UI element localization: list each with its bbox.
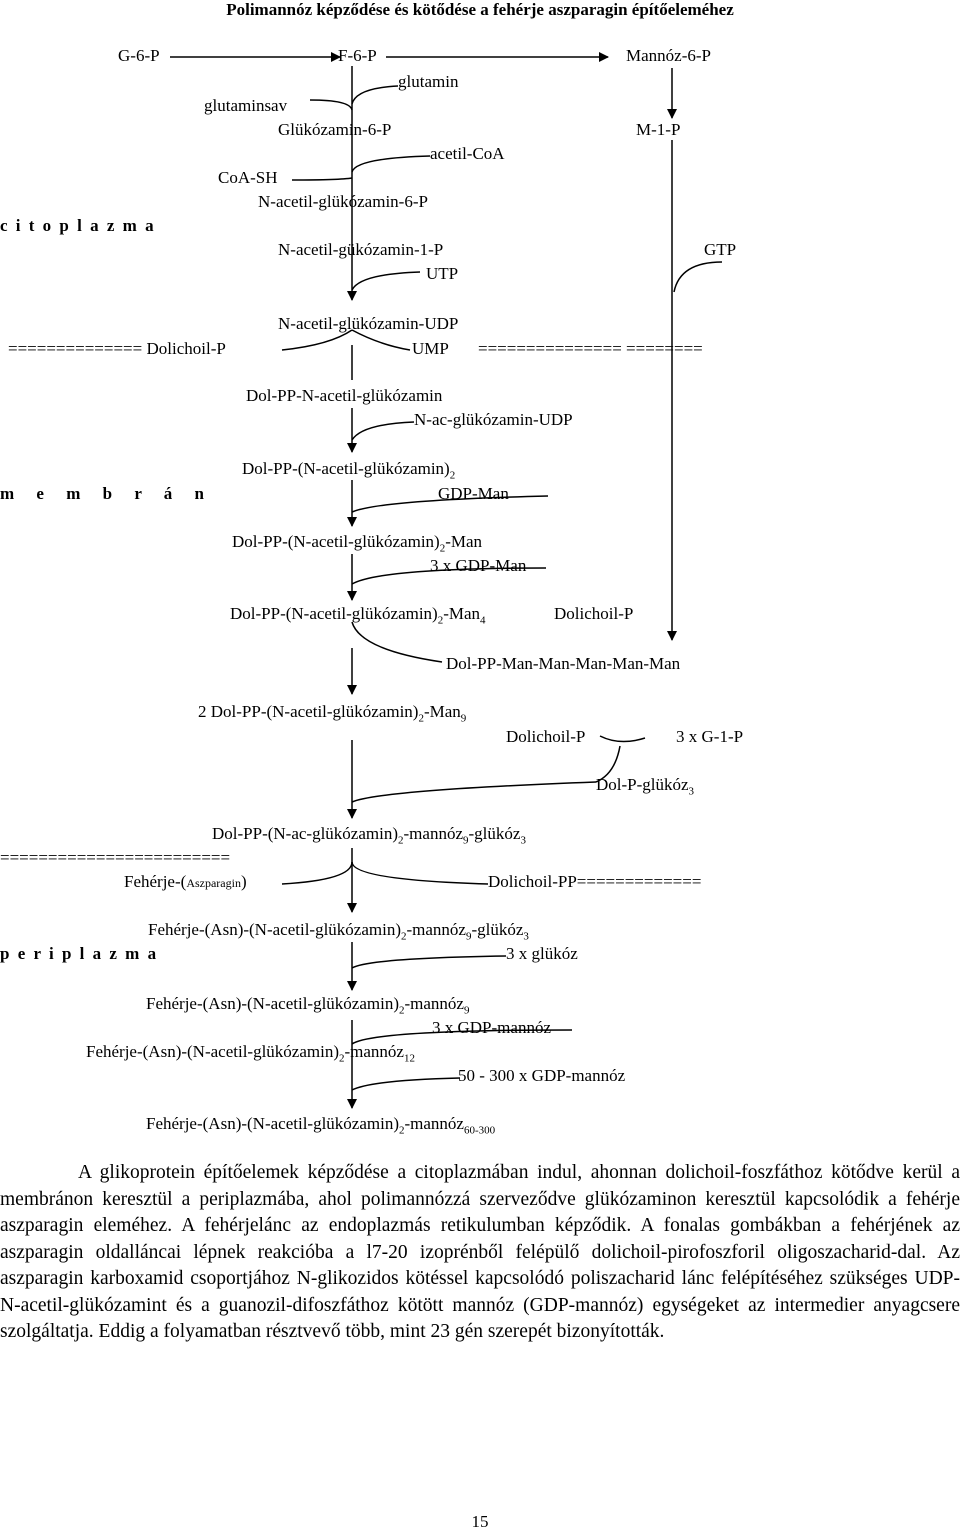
dolppnac2man9-label: 2 Dol-$PP-(N-acetil-glükózamin)_2-Man_9$ bbox=[198, 702, 467, 725]
curve-acetilcoa bbox=[352, 156, 430, 172]
curve-glutamin bbox=[352, 86, 398, 104]
m1p-label: M-1-P bbox=[636, 120, 681, 139]
coash-label: CoA-SH bbox=[218, 168, 278, 187]
fifty-gdpmannoz-label: 50 - 300 x GDP-mannóz bbox=[458, 1066, 626, 1085]
page-number: 15 bbox=[471, 1512, 489, 1531]
curve-dolpp-man5 bbox=[352, 622, 442, 662]
dolppnacman9glc3-label: Dol-$PP-(N-ac-glükózamin)_2-mannóz_9-glükóz_3$ bbox=[212, 824, 526, 847]
dolpglc3-label: Dol-P-glükóz$_3$ bbox=[596, 775, 695, 798]
dolppnac-label: Dol-PP-N-acetil-glükózamin bbox=[246, 386, 443, 405]
curve-coash bbox=[292, 178, 352, 180]
curve-nacudp bbox=[352, 422, 414, 440]
curve-glutaminsav bbox=[310, 100, 352, 110]
nacudp-label: N-ac-glükózamin-UDP bbox=[414, 410, 573, 429]
curve-glukoz bbox=[352, 956, 506, 968]
ump-label: UMP bbox=[412, 339, 449, 358]
feherje-label: Fehérje-(Aszparagin) bbox=[124, 872, 247, 891]
feh-asn-man12-label: Fehérje-$(Asn)-(N-acetil-glükózamin)_2-mannóz_{12}$ bbox=[86, 1042, 415, 1065]
curve-gtp bbox=[674, 262, 722, 292]
membrane-line-left: ============== Dolichoil-P bbox=[8, 339, 226, 358]
gdpman-label: GDP-Man bbox=[438, 484, 509, 503]
nacglc6p-label: N-acetil-glükózamin-6-P bbox=[258, 192, 428, 211]
dolichoilpp-label: Dolichoil-PP============= bbox=[488, 872, 702, 891]
membrane-line-right: =============== ======== bbox=[478, 339, 703, 358]
glukozamin6p-label: Glükózamin-6-P bbox=[278, 120, 392, 139]
acetilcoa-label: acetil-CoA bbox=[430, 144, 505, 163]
glutamin-label: glutamin bbox=[398, 72, 459, 91]
periplasm-label: p e r i p l a z m a bbox=[0, 944, 159, 963]
curve-dolichoilpp bbox=[352, 862, 488, 884]
curve-utp bbox=[352, 272, 420, 290]
curve-50gdpmannoz bbox=[352, 1078, 460, 1090]
curve-g1p-in bbox=[600, 736, 645, 742]
man6p-label: Mannóz-6-P bbox=[626, 46, 711, 65]
curve-dolpglc3 bbox=[352, 782, 596, 802]
gtp-label: GTP bbox=[704, 240, 737, 259]
feh-asn-man9-label: Fehérje-$(Asn)-(N-acetil-glükózamin)_2-mannóz_9$ bbox=[146, 994, 470, 1017]
dolppnac2man-label: Dol-$PP-(N-acetil-glükózamin)_2$-Man bbox=[232, 532, 483, 555]
three-glukoz-label: 3 x glükóz bbox=[506, 944, 578, 963]
g6p-label: G-6-P bbox=[118, 46, 160, 65]
feh-asn-man60-label: Fehérje-$(Asn)-(N-acetil-glükózamin)_2-mannóz_{60-300}$ bbox=[146, 1114, 496, 1137]
nacglcudp-label: N-acetil-glükózamin-UDP bbox=[278, 314, 459, 333]
page-title: Polimannóz képződése és kötődése a fehérje aszparagin építőeleméhez bbox=[226, 0, 734, 19]
curve-feherje bbox=[282, 862, 352, 884]
three-g1p-label: 3 x G-1-P bbox=[676, 727, 744, 746]
feh-asn-glc3-label: Fehérje-$(Asn)-(N-acetil-glükózamin)_2-mannóz_9-glükóz_3$ bbox=[148, 920, 529, 943]
dolppnac2man4-label: Dol-$PP-(N-acetil-glükózamin)_2-Man_4$ bbox=[230, 604, 486, 627]
three-gdpmannoz-label: 3 x GDP-mannóz bbox=[432, 1018, 551, 1037]
dolppnac2-label: Dol-$PP-(N-acetil-glükózamin)_2$ bbox=[242, 459, 456, 482]
body-paragraph: A glikoprotein építőelemek képződése a citoplazmában indul, ahonnan dolichoil-foszfáthoz kötődve kerül a membránon keresztül a periplazmába, ahol polimannózzá szerveződve glükózaminon keresztül kapcsolódik a fehérje aszparagin eleméhez. A fehérjelánc az endoplazmás retikulumban képződik. A fonalas gombákban a fehérjének az aszparagin oldalláncai lépnek reakcióba a l7-20 izoprénből felépülő dolichoil-pirofoszforil oligoszacharid-dal. Az aszparagin karboxamid csoportjához N-glikozidos kötéssel kapcsolódó poliszacharid lánc felépítéséhez szükséges UDP-N-acetil-glükózamint és a guanozil-difoszfáthoz kötött mannóz (GDP-mannóz) egységeket az intermedier anyagcsere szolgáltatja. Eddig a folyamatban résztvevő több, mint 23 gén szerepét bizonyították. bbox=[0, 1162, 960, 1342]
utp-label: UTP bbox=[426, 264, 459, 283]
membrane-label: m e m b r á n bbox=[0, 484, 214, 503]
dolichoilp-1-label: Dolichoil-P bbox=[554, 604, 634, 623]
nacglc1p-label: N-acetil-gükózamin-1-P bbox=[278, 240, 444, 259]
cytoplasm-label: c i t o p l a z m a bbox=[0, 216, 156, 235]
dolichoilp-2-label: Dolichoil-P bbox=[506, 727, 586, 746]
three-gdpman-label: 3 x GDP-Man bbox=[430, 556, 527, 575]
f6p-label: F-6-P bbox=[338, 46, 377, 65]
periplasm-line: ======================== bbox=[0, 848, 231, 867]
dolppman5-label: Dol-PP-Man-Man-Man-Man-Man bbox=[446, 654, 681, 673]
glutaminsav-label: glutaminsav bbox=[204, 96, 288, 115]
